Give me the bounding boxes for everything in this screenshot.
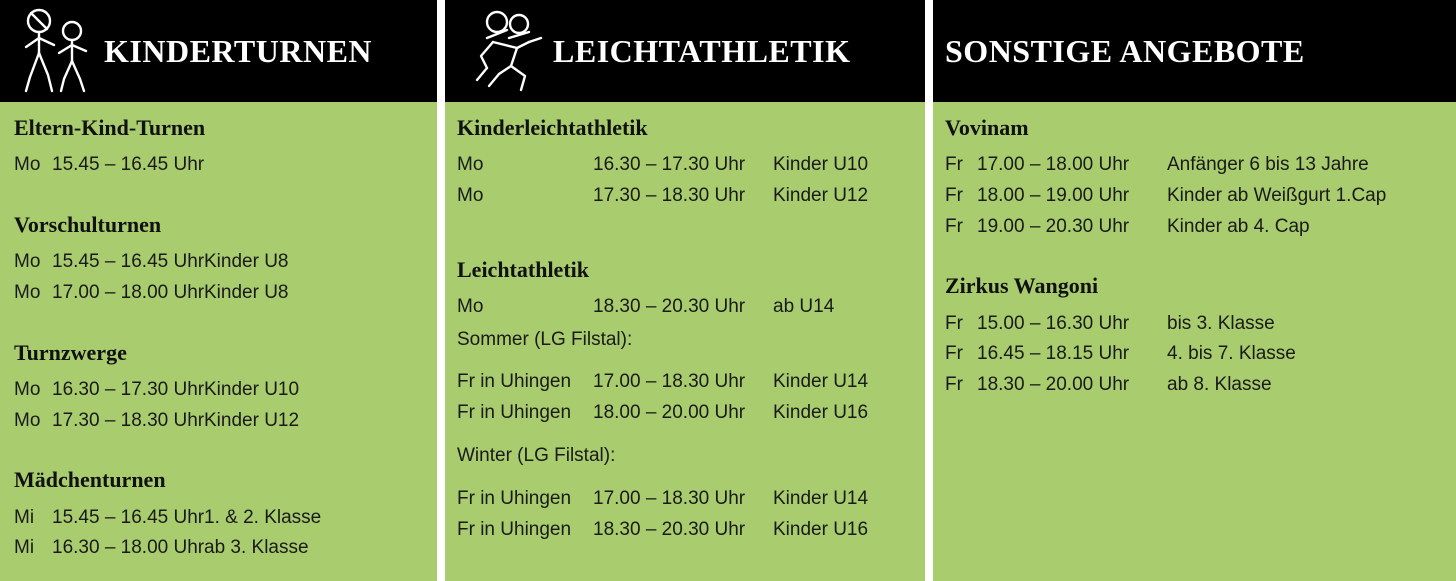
row-day: Mo	[14, 409, 41, 431]
table-row	[945, 370, 1442, 401]
row-day: Fr	[945, 154, 963, 176]
row-day: Mo	[14, 251, 41, 273]
row-note: Kinder U14	[773, 371, 869, 393]
row-time: 16.30 – 17.30 Uhr	[593, 154, 746, 176]
row-day: Mo	[457, 184, 484, 206]
table-row	[14, 375, 423, 406]
group-vovinam	[945, 116, 1442, 242]
subsection-label: Sommer (LG Filstal):	[457, 328, 633, 350]
row-time: 16.30 – 18.00 Uhr	[52, 537, 205, 559]
group-zirkus-wangoni	[945, 274, 1442, 400]
subsection-label: Winter (LG Filstal):	[457, 444, 616, 466]
row-time: 17.00 – 18.30 Uhr	[593, 487, 746, 509]
row-time: 19.00 – 20.30 Uhr	[977, 215, 1130, 237]
row-time: 17.00 – 18.30 Uhr	[593, 371, 746, 393]
row-day: Mo	[14, 378, 41, 400]
row-note: Kinder U14	[773, 487, 869, 509]
row-note: Kinder U16	[773, 402, 869, 424]
group-leichtathletik	[457, 258, 911, 546]
group-eltern-kind-turnen	[14, 116, 423, 181]
row-time: 16.45 – 18.15 Uhr	[977, 343, 1130, 365]
table-row	[14, 150, 423, 181]
row-note: Kinder U8	[204, 281, 289, 303]
running-athlete-icon	[463, 8, 547, 94]
table-row	[14, 278, 423, 309]
row-day: Mo	[14, 281, 41, 303]
group-title: Turnzwerge	[14, 339, 127, 365]
row-note: Kinder U10	[773, 154, 869, 176]
table-row	[457, 515, 911, 546]
row-day: Mo	[457, 154, 484, 176]
group-title: Vovinam	[945, 115, 1029, 140]
row-day: Fr	[945, 312, 963, 334]
row-note: Kinder ab 4. Cap	[1167, 215, 1310, 237]
row-time: 17.00 – 18.00 Uhr	[977, 154, 1130, 176]
row-note: Kinder U10	[204, 378, 300, 400]
row-day: Fr in Uhingen	[457, 402, 572, 424]
column-leichtathletik	[437, 0, 925, 581]
row-note: ab 8. Klasse	[1167, 374, 1272, 396]
row-note: 4. bis 7. Klasse	[1167, 343, 1296, 365]
row-time: 15.45 – 16.45 Uhr	[52, 506, 205, 528]
row-day: Fr	[945, 184, 963, 206]
row-time: 18.30 – 20.00 Uhr	[977, 374, 1130, 396]
column-title: LEICHTATHLETIK	[553, 32, 851, 69]
row-day: Mo	[14, 154, 41, 176]
row-day: Fr	[945, 215, 963, 237]
group-vorschulturnen	[14, 213, 423, 309]
column-header-kinderturnen	[0, 0, 437, 102]
row-note: Anfänger 6 bis 13 Jahre	[1167, 154, 1369, 176]
table-row	[945, 339, 1442, 370]
column-header-sonstige-angebote	[933, 0, 1456, 102]
row-time: 18.00 – 19.00 Uhr	[977, 184, 1130, 206]
row-time: 17.30 – 18.30 Uhr	[593, 184, 746, 206]
child-gymnastics-icon	[14, 7, 96, 95]
row-day: Fr in Uhingen	[457, 487, 572, 509]
column-body-kinderturnen	[0, 102, 437, 581]
group-kinderleichtathletik	[457, 116, 911, 212]
group-title: Kinderleichtathletik	[457, 115, 648, 140]
group-title: Vorschulturnen	[14, 211, 162, 237]
row-time: 18.00 – 20.00 Uhr	[593, 402, 746, 424]
group-title: Zirkus Wangoni	[945, 273, 1099, 299]
group-maedchenturnen	[14, 468, 423, 564]
table-row	[457, 484, 911, 515]
column-header-leichtathletik	[445, 0, 925, 102]
table-row	[945, 212, 1442, 243]
table-row	[457, 292, 911, 323]
table-row	[14, 406, 423, 437]
column-body-leichtathletik	[445, 102, 925, 581]
row-time: 15.45 – 16.45 Uhr	[52, 154, 205, 176]
column-title: KINDERTURNEN	[104, 32, 373, 69]
column-kinderturnen	[0, 0, 437, 581]
row-note: ab 3. Klasse	[204, 537, 309, 559]
column-title: SONSTIGE ANGEBOTE	[945, 32, 1305, 69]
table-row	[14, 533, 423, 564]
row-time: 17.00 – 18.00 Uhr	[52, 281, 205, 303]
row-time: 15.45 – 16.45 Uhr	[52, 251, 205, 273]
group-turnzwerge	[14, 341, 423, 437]
row-note: bis 3. Klasse	[1167, 312, 1275, 334]
row-day: Mo	[457, 295, 484, 317]
row-day: Mi	[14, 537, 35, 559]
table-row	[457, 181, 911, 212]
table-row	[457, 150, 911, 181]
row-time: 18.30 – 20.30 Uhr	[593, 518, 746, 540]
column-sonstige-angebote	[925, 0, 1456, 581]
row-note: 1. & 2. Klasse	[204, 506, 322, 528]
table-row	[945, 309, 1442, 340]
row-time: 15.00 – 16.30 Uhr	[977, 312, 1130, 334]
row-time: 18.30 – 20.30 Uhr	[593, 295, 746, 317]
row-time: 16.30 – 17.30 Uhr	[52, 378, 205, 400]
table-row	[945, 150, 1442, 181]
row-day: Fr in Uhingen	[457, 371, 572, 393]
group-title: Mädchenturnen	[14, 467, 166, 493]
row-note: Kinder U16	[773, 518, 869, 540]
row-time: 17.30 – 18.30 Uhr	[52, 409, 205, 431]
row-day: Mi	[14, 506, 35, 528]
row-day: Fr	[945, 343, 963, 365]
group-title: Leichtathletik	[457, 256, 589, 282]
column-body-sonstige-angebote	[933, 102, 1456, 581]
row-day: Fr	[945, 374, 963, 396]
table-row	[14, 503, 423, 534]
row-note: Kinder ab Weißgurt 1.Cap	[1167, 184, 1387, 206]
spacer	[457, 474, 911, 484]
row-day: Fr in Uhingen	[457, 518, 572, 540]
row-note: Kinder U12	[204, 409, 300, 431]
table-row	[457, 398, 911, 429]
spacer	[457, 429, 911, 439]
group-title: Eltern-Kind-Turnen	[14, 115, 206, 140]
row-note: Kinder U8	[204, 251, 289, 273]
row-note: ab U14	[773, 295, 835, 317]
table-row	[14, 247, 423, 278]
table-row	[945, 181, 1442, 212]
table-row	[457, 367, 911, 398]
spacer	[457, 357, 911, 367]
row-note: Kinder U12	[773, 184, 869, 206]
